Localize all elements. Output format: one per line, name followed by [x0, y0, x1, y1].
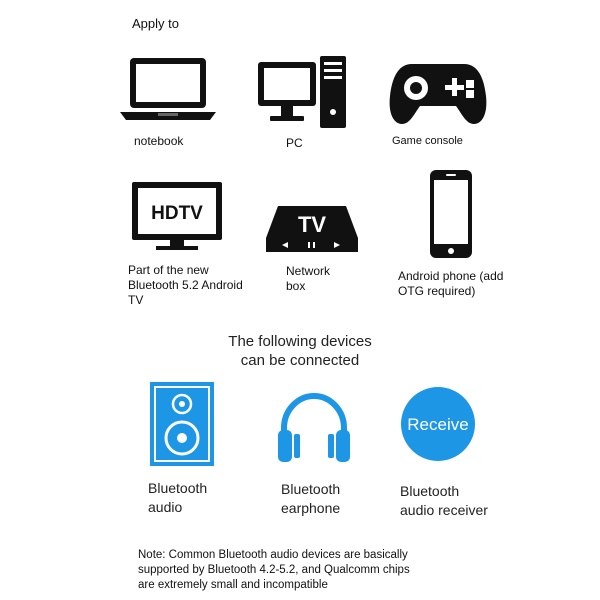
bluetooth-receiver-label: Bluetooth audio receiver — [400, 483, 488, 518]
compatibility-note: Note: Common Bluetooth audio devices are basically supported by Bluetooth 4.2-5.2, and Qualcomm chips are extremely small and incompatible — [138, 549, 410, 591]
game-console-label: Game console — [392, 135, 463, 147]
connectable-subheading: The following devices can be connected — [228, 333, 372, 369]
tv-box-screen-text: TV — [297, 212, 327, 237]
headphones-icon — [276, 390, 352, 466]
speaker-icon — [150, 382, 214, 466]
hdtv-label: Part of the new Bluetooth 5.2 Android TV — [128, 263, 243, 307]
notebook-icon — [118, 56, 218, 122]
receiver-badge-text: Receive — [407, 415, 469, 434]
pc-label: PC — [286, 136, 303, 150]
apply-to-heading: Apply to — [132, 16, 179, 31]
network-box-label: Network box — [286, 264, 331, 293]
bluetooth-earphone-label: Bluetooth earphone — [281, 481, 341, 516]
bluetooth-audio-label: Bluetooth audio — [148, 480, 208, 515]
gamepad-icon — [388, 58, 488, 128]
notebook-label: notebook — [134, 134, 184, 148]
receiver-icon — [400, 386, 476, 462]
tv-box-icon — [264, 204, 360, 256]
pc-icon — [256, 52, 350, 132]
android-phone-label: Android phone (add OTG required) — [398, 269, 504, 298]
hdtv-screen-text: HDTV — [151, 203, 203, 224]
hdtv-icon — [130, 180, 224, 252]
phone-icon — [428, 168, 474, 260]
